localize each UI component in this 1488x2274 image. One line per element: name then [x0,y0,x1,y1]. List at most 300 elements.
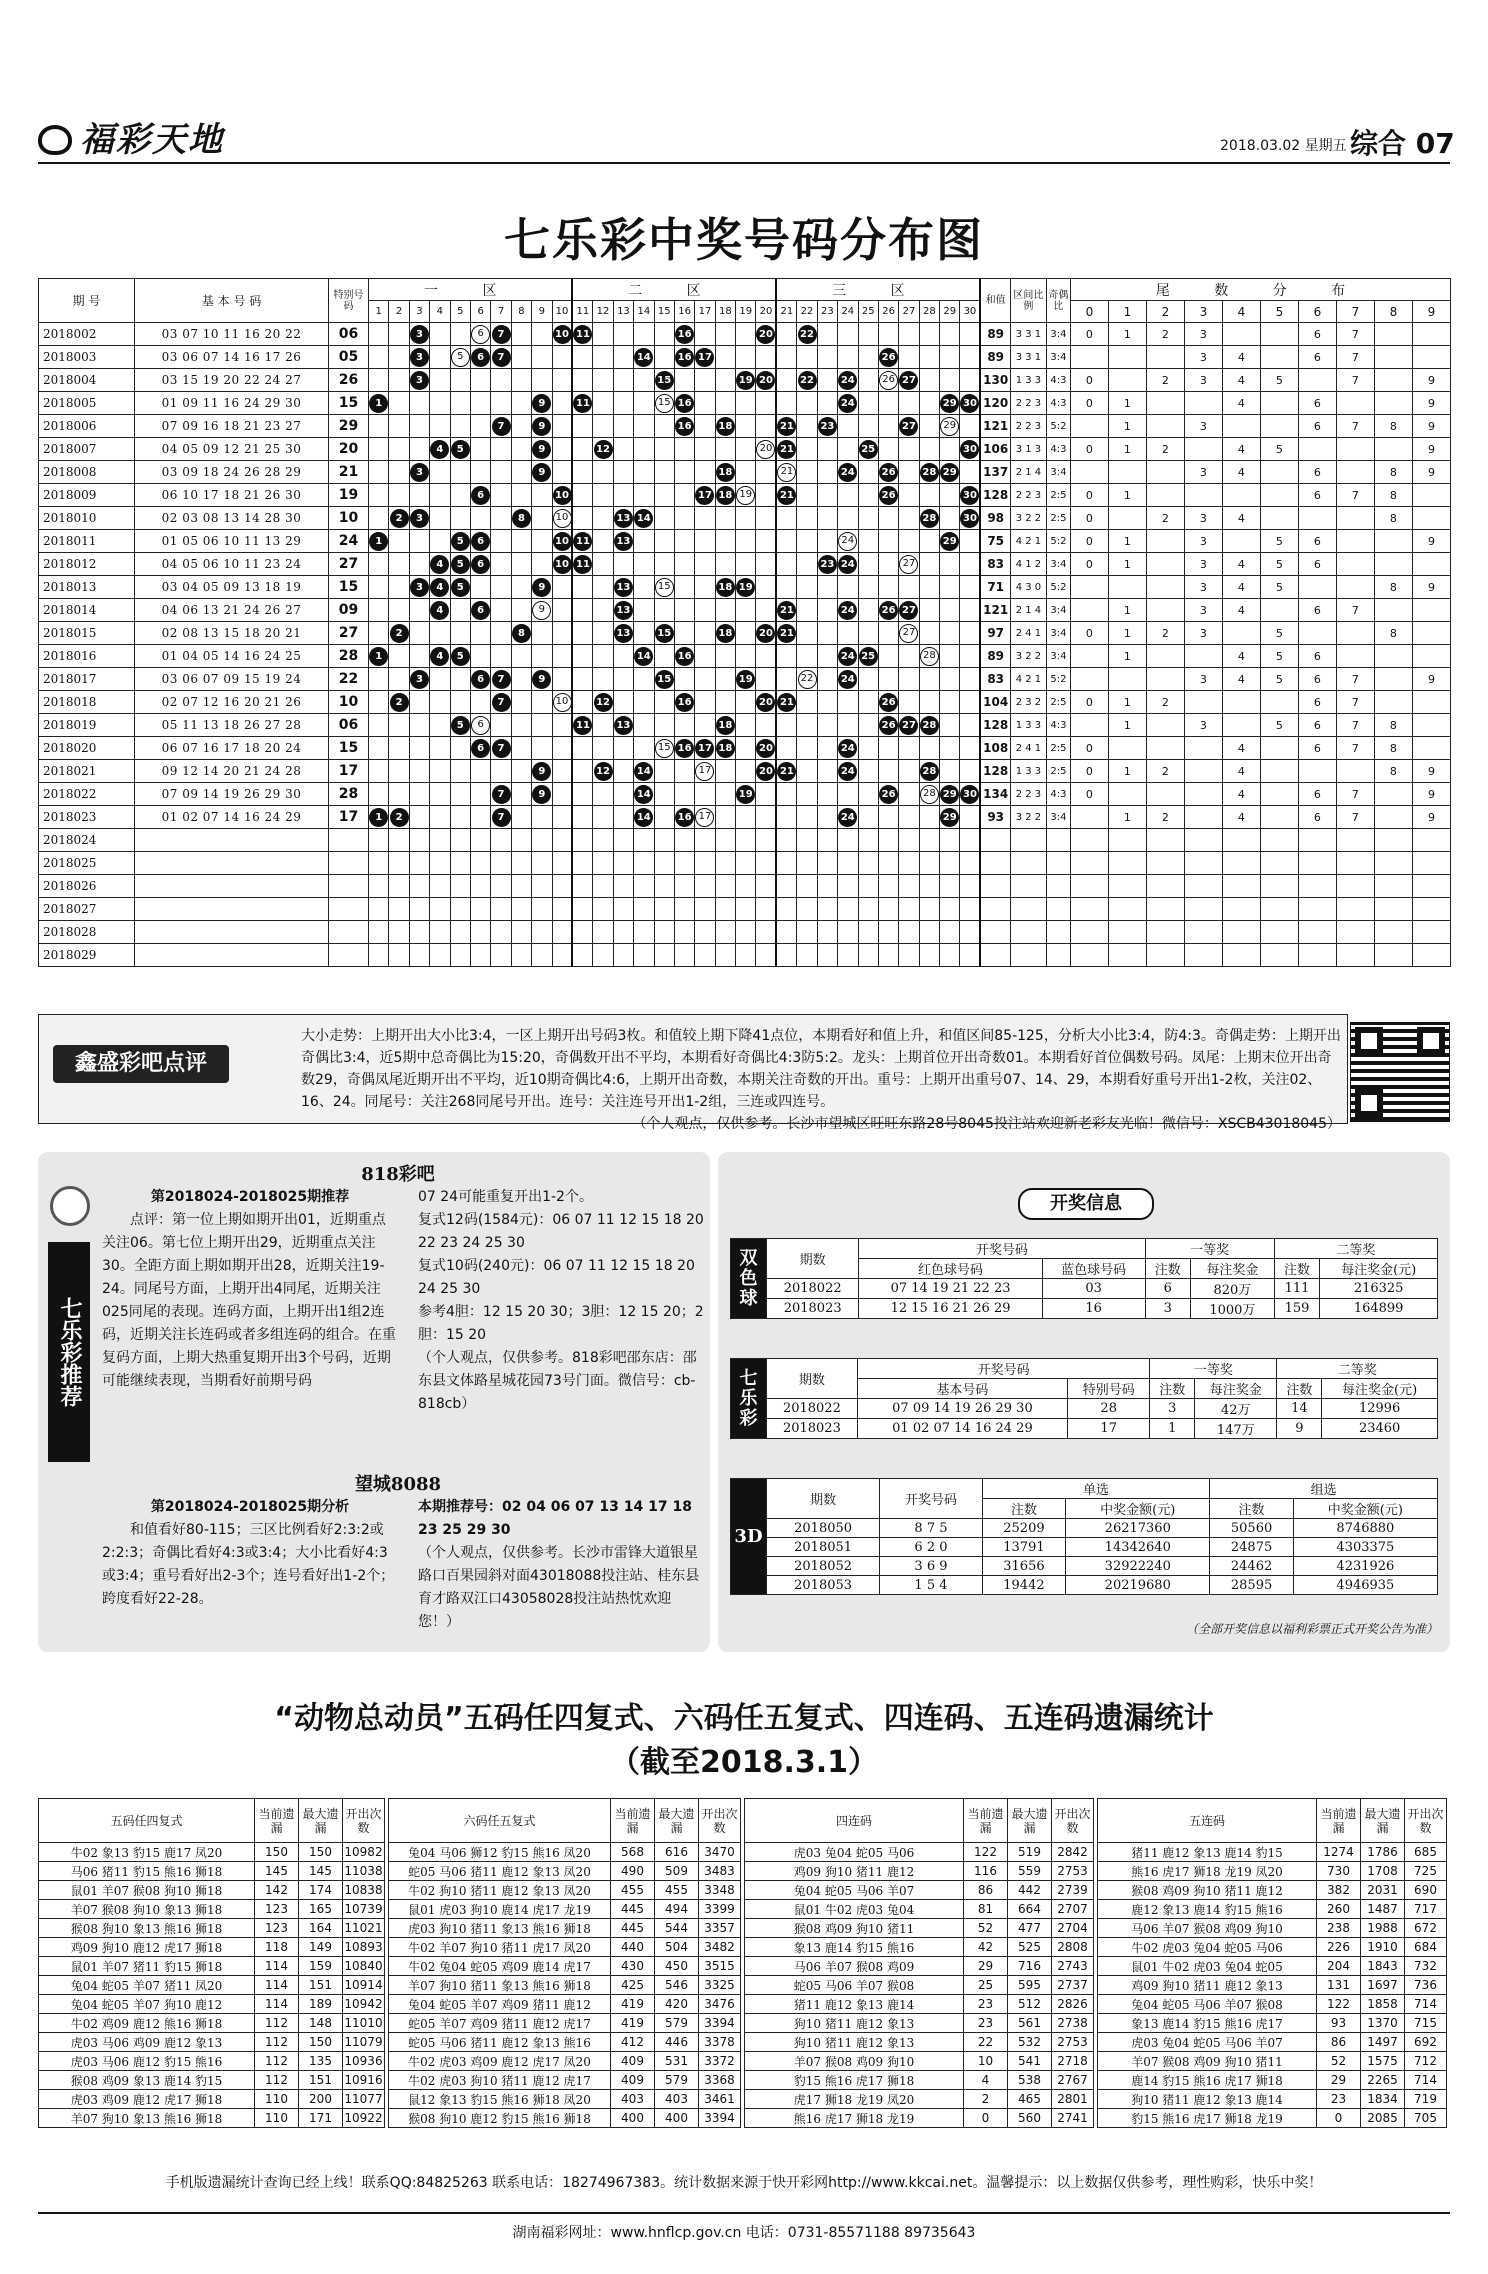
number-cell [695,323,715,346]
drawn-ball: 24 [838,762,857,781]
number-cell [736,714,756,737]
number-cell [511,714,531,737]
number-cell [613,392,633,415]
header-cell: 14 [634,301,654,323]
odd-even-cell [1046,898,1070,921]
tail-cell [1146,461,1184,484]
number-cell [817,392,837,415]
drawn-ball: 16 [675,417,694,436]
header-cell: 8 [1374,301,1412,323]
number-cell [797,530,817,553]
number-cell [430,783,450,806]
tail-cell: 1 [1108,415,1146,438]
number-cell [776,737,796,760]
number-cell [797,369,817,392]
stats-cell: 2753 [1052,2033,1094,2052]
special-number-cell: 10 [329,507,369,530]
stats-cell: 382 [1317,1881,1361,1900]
stats-cell: 羊07 猴08 鸡09 狗10 猪11 [1098,2052,1317,2071]
tail-cell: 4 [1222,369,1260,392]
tail-cell [1260,323,1298,346]
tail-cell: 5 [1260,553,1298,576]
tail-cell: 5 [1260,622,1298,645]
number-cell [736,392,756,415]
sum-cell: 121 [980,415,1010,438]
drawn-ball: 14 [634,509,653,528]
tail-cell: 2 [1146,369,1184,392]
number-cell [389,944,409,967]
cell: 20219680 [1066,1576,1210,1595]
special-ball: 15 [655,739,674,758]
table-row [39,369,1451,392]
tail-cell: 7 [1336,599,1374,622]
tail-cell: 6 [1298,484,1336,507]
stats-cell: 81 [964,1900,1008,1919]
cell: 14342640 [1066,1538,1210,1557]
number-cell [674,921,694,944]
cell: 4231926 [1293,1557,1437,1576]
number-cell [552,622,572,645]
number-cell [491,461,511,484]
stats-cell: 兔04 马06 狮12 豹15 熊16 凤20 [389,1843,611,1862]
stats-row [745,2014,1094,2033]
stats-block-name: 五码任四复式 [39,1799,255,1843]
number-cell [511,622,531,645]
number-cell [878,783,898,806]
number-cell [940,323,960,346]
zone-ratio-cell: 4 2 1 [1010,668,1046,691]
number-cell [858,691,878,714]
stats-cell: 鹿14 豹15 熊16 虎17 狮18 [1098,2071,1317,2090]
drawn-ball: 11 [573,716,592,735]
tail-cell [1336,829,1374,852]
drawn-ball: 30 [960,509,979,528]
number-cell [817,461,837,484]
number-cell [389,438,409,461]
number-cell [797,346,817,369]
number-cell [572,484,592,507]
drawn-ball: 23 [818,555,837,574]
drawn-ball: 5 [451,532,470,551]
number-cell [450,760,470,783]
number-cell [430,852,450,875]
d3-h-amt2: 中奖金额(元) [1293,1499,1437,1519]
period-cell: 2018011 [39,530,135,553]
cell: 31656 [982,1557,1065,1576]
number-cell [674,875,694,898]
number-cell [960,438,980,461]
tail-cell [1412,323,1450,346]
number-cell [634,944,654,967]
stats-cell: 2826 [1052,1995,1094,2014]
number-cell [572,530,592,553]
number-cell [695,921,715,944]
number-cell [736,507,756,530]
tail-cell [1108,576,1146,599]
number-cell [878,691,898,714]
number-cell [369,530,389,553]
number-cell [776,323,796,346]
stats-cell: 熊16 虎17 狮18 龙19 凤20 [1098,1862,1317,1881]
special-ball: 10 [553,693,572,712]
number-cell [756,714,776,737]
number-cell [817,921,837,944]
number-cell [878,415,898,438]
drawn-ball: 20 [756,762,775,781]
number-cell [409,346,429,369]
number-cell [797,576,817,599]
table-row [39,691,1451,714]
number-cell [430,829,450,852]
number-cell [715,875,735,898]
number-cell [919,829,939,852]
number-cell [858,622,878,645]
table-row [39,461,1451,484]
number-cell [552,691,572,714]
period-cell: 2018019 [39,714,135,737]
number-cell [593,553,613,576]
number-cell [634,898,654,921]
number-cell [389,691,409,714]
tail-cell [1374,875,1412,898]
number-cell [430,645,450,668]
number-cell [899,553,919,576]
sum-cell: 120 [980,392,1010,415]
number-cell [470,599,490,622]
tail-cell [1336,898,1374,921]
number-cell [674,852,694,875]
period-cell: 2018025 [39,852,135,875]
tail-cell [1222,898,1260,921]
number-cell [430,484,450,507]
number-cell [389,346,409,369]
number-cell [736,760,756,783]
number-cell [878,829,898,852]
number-cell [756,346,776,369]
number-cell [552,415,572,438]
lottery-seal-icon [50,1186,90,1226]
stats-cell: 牛02 虎03 狗10 猪11 鹿12 虎17 [389,2071,611,2090]
stats-row [389,2052,741,2071]
tail-cell: 9 [1412,530,1450,553]
number-cell [960,645,980,668]
stats-row [389,2109,741,2128]
drawn-ball: 2 [390,693,409,712]
cell: 1 [1150,1419,1195,1439]
number-cell [817,760,837,783]
number-cell [838,760,858,783]
number-cell [960,783,980,806]
number-cell [552,760,572,783]
stats-row [1098,1938,1447,1957]
tail-cell: 5 [1260,668,1298,691]
tail-cell [1260,737,1298,760]
number-cell [838,323,858,346]
number-cell [389,668,409,691]
stats-cell: 2707 [1052,1900,1094,1919]
number-cell [369,806,389,829]
stats-cell: 狗10 猪11 鹿12 象13 鹿14 [1098,2090,1317,2109]
drawn-ball: 18 [716,486,735,505]
stats-cell: 兔04 蛇05 马06 羊07 [745,1881,964,1900]
cell: 28 [1068,1399,1150,1419]
tail-cell [1108,898,1146,921]
number-cell [613,507,633,530]
number-cell [858,668,878,691]
number-cell [919,323,939,346]
header-cell: 5 [450,301,470,323]
drawn-ball: 4 [430,578,449,597]
basic-numbers-cell [135,944,329,967]
sum-cell: 93 [980,806,1010,829]
number-cell [715,944,735,967]
cell: 17 [1068,1419,1150,1439]
header-cell: 奇偶比 [1046,279,1070,323]
stats-cell: 25 [964,1976,1008,1995]
drawn-ball: 7 [492,348,511,367]
number-cell [409,852,429,875]
number-cell [634,691,654,714]
number-cell [450,323,470,346]
number-cell [878,461,898,484]
tail-cell [1146,898,1184,921]
odd-even-cell: 5:2 [1046,415,1070,438]
cell: 12 15 16 21 26 29 [859,1299,1042,1319]
stats-cell: 400 [655,2109,699,2128]
header-cell: 25 [858,301,878,323]
number-cell [593,783,613,806]
number-cell [899,438,919,461]
basic-numbers-cell: 03 04 05 09 13 18 19 [135,576,329,599]
stats-cell: 151 [299,2071,343,2090]
stats-cell: 3461 [699,2090,741,2109]
number-cell [838,645,858,668]
tail-cell: 5 [1260,530,1298,553]
tail-cell [1260,484,1298,507]
d3-h-cnt1: 注数 [982,1499,1065,1519]
tail-cell [1336,507,1374,530]
basic-numbers-cell [135,829,329,852]
number-cell [511,898,531,921]
tail-cell: 7 [1336,806,1374,829]
number-cell [858,438,878,461]
tail-cell [1374,323,1412,346]
ssq-h-second: 二等奖 [1274,1239,1437,1259]
number-cell [389,921,409,944]
drawn-ball: 6 [471,348,490,367]
stats-cell: 11010 [343,2014,385,2033]
number-cell [552,392,572,415]
tail-cell: 7 [1336,668,1374,691]
ssq-row [731,1299,1438,1319]
stats-cell: 兔04 蛇05 马06 羊07 猴08 [1098,1995,1317,2014]
number-cell [878,875,898,898]
qlc-row [731,1399,1438,1419]
odd-even-cell: 4:3 [1046,369,1070,392]
period-cell: 2018023 [39,806,135,829]
number-cell [858,507,878,530]
period-cell: 2018003 [39,346,135,369]
number-cell [715,668,735,691]
number-cell [491,829,511,852]
special-number-cell: 27 [329,553,369,576]
stats-cell: 猴08 鸡09 狗10 猪11 [745,1919,964,1938]
tail-cell: 1 [1108,392,1146,415]
period-cell: 2018009 [39,484,135,507]
number-cell [797,760,817,783]
stats-row [1098,2109,1447,2128]
sum-cell: 137 [980,461,1010,484]
drawn-ball: 19 [736,785,755,804]
stats-cell: 3372 [699,2052,741,2071]
stats-row [389,2090,741,2109]
tail-cell: 2 [1146,507,1184,530]
tail-cell [1260,346,1298,369]
number-cell [674,783,694,806]
number-cell [776,944,796,967]
sum-cell: 97 [980,622,1010,645]
header-cell: 区间比例 [1010,279,1046,323]
special-number-cell: 15 [329,392,369,415]
tail-cell: 1 [1108,714,1146,737]
number-cell [878,645,898,668]
stats-row [745,1881,1094,1900]
number-cell [817,553,837,576]
number-cell [858,461,878,484]
tail-cell [1298,760,1336,783]
stats-table-3 [1097,1798,1447,2128]
number-cell [654,553,674,576]
number-cell [450,369,470,392]
number-cell [491,622,511,645]
number-cell [430,760,450,783]
tail-cell [1184,438,1222,461]
stats-cell: 430 [611,1957,655,1976]
stats-row [389,2033,741,2052]
tail-cell: 6 [1298,323,1336,346]
number-cell [470,507,490,530]
tail-cell [1070,576,1108,599]
number-cell [817,530,837,553]
sum-cell [980,875,1010,898]
stats-header [745,1799,1094,1843]
period-cell: 2018004 [39,369,135,392]
special-number-cell [329,898,369,921]
number-cell [450,392,470,415]
odd-even-cell: 3:4 [1046,461,1070,484]
stats-cell: 1843 [1361,1957,1405,1976]
number-cell [858,714,878,737]
tail-cell: 5 [1260,438,1298,461]
number-cell [430,921,450,944]
stats-cell: 114 [255,1957,299,1976]
stats-cell: 692 [1405,2033,1447,2052]
number-cell [940,852,960,875]
number-cell [797,806,817,829]
d3-row [731,1519,1438,1538]
number-cell [409,668,429,691]
tail-cell: 3 [1184,507,1222,530]
tail-cell: 0 [1070,760,1108,783]
number-cell [960,507,980,530]
tail-cell [1070,944,1108,967]
number-cell [491,760,511,783]
number-cell [878,323,898,346]
special-number-cell [329,852,369,875]
number-cell [674,484,694,507]
stats-cell: 羊07 狗10 猪11 象13 熊16 狮18 [389,1976,611,1995]
number-cell [797,691,817,714]
number-cell [817,323,837,346]
number-cell [695,852,715,875]
number-cell [797,507,817,530]
number-cell [776,783,796,806]
number-cell [940,576,960,599]
zone-ratio-cell [1010,852,1046,875]
tail-cell [1298,921,1336,944]
cell: 6 [1145,1279,1191,1299]
stats-row [745,2090,1094,2109]
number-cell [878,484,898,507]
number-cell [613,714,633,737]
number-cell [613,944,633,967]
number-cell [532,714,552,737]
number-cell [552,875,572,898]
stats-cell: 10916 [343,2071,385,2090]
number-cell [960,369,980,392]
drawn-ball: 9 [532,670,551,689]
drawn-ball: 2 [390,624,409,643]
stats-cell: 猴08 鸡09 象13 鹿14 豹15 [39,2071,255,2090]
number-cell [593,599,613,622]
drawn-ball: 12 [594,693,613,712]
number-cell [613,576,633,599]
number-cell [899,668,919,691]
stats-row [1098,2052,1447,2071]
number-cell [450,829,470,852]
tail-cell [1260,898,1298,921]
number-cell [389,576,409,599]
tail-cell [1374,806,1412,829]
tail-cell: 7 [1336,369,1374,392]
number-cell [838,415,858,438]
number-cell [674,829,694,852]
distribution-table [38,278,1451,967]
number-cell [695,576,715,599]
number-cell [613,737,633,760]
tail-cell: 9 [1412,415,1450,438]
number-cell [756,622,776,645]
zone-ratio-cell: 2 1 4 [1010,461,1046,484]
special-ball: 22 [798,670,817,689]
special-number-cell [329,944,369,967]
stats-row [1098,2033,1447,2052]
number-cell [572,346,592,369]
drawn-ball: 7 [492,785,511,804]
odd-even-cell: 2:5 [1046,507,1070,530]
period-cell: 2018027 [39,898,135,921]
number-cell [552,714,572,737]
drawn-ball: 10 [553,555,572,574]
number-cell [369,875,389,898]
number-cell [450,783,470,806]
tail-cell: 0 [1070,783,1108,806]
number-cell [695,507,715,530]
header-cell: 7 [491,301,511,323]
number-cell [409,507,429,530]
number-cell [756,553,776,576]
number-cell [491,507,511,530]
